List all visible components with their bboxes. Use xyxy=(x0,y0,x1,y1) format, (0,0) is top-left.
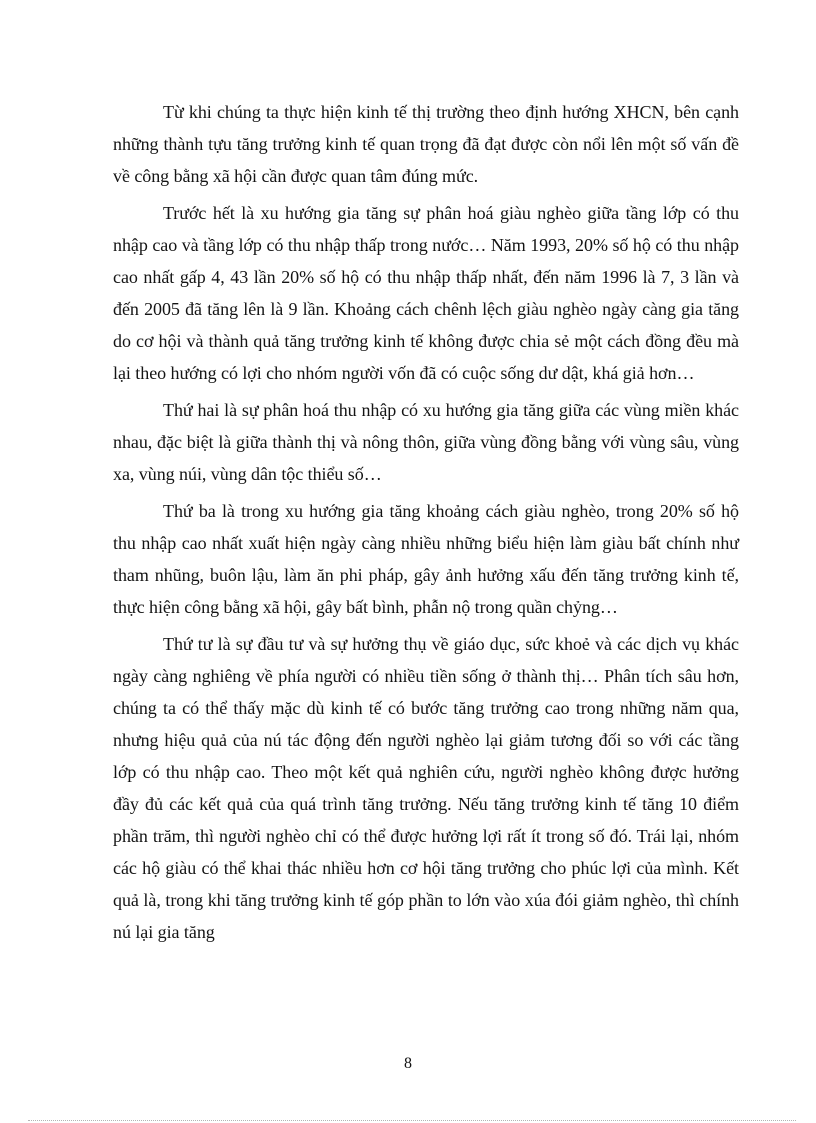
paragraph-4: Thứ ba là trong xu hướng gia tăng khoảng cách giàu nghèo, trong 20% số hộ thu nhập cao nhất xuất hiện ngày càng nhiều những biểu hiện làm giàu bất chính như tham nhũng, buôn lậu, làm ăn phi pháp, gây ảnh hưởng xấu đến tăng trưởng kinh tế, thực hiện công bằng xã hội, gây bất bình, phẫn nộ trong quần chỷng… xyxy=(113,501,739,617)
page-body xyxy=(113,96,739,953)
paragraph-3: Thứ hai là sự phân hoá thu nhập có xu hướng gia tăng giữa các vùng miền khác nhau, đặc biệt là giữa thành thị và nông thôn, giữa vùng đồng bằng với vùng sâu, vùng xa, vùng núi, vùng dân tộc thiểu số… xyxy=(113,400,739,484)
page-bottom-divider xyxy=(28,1120,796,1121)
page-number: 8 xyxy=(404,1055,412,1072)
paragraph-1: Từ khi chúng ta thực hiện kinh tế thị trường theo định hướng XHCN, bên cạnh những thành tựu tăng trưởng kinh tế quan trọng đã đạt được còn nổi lên một số vấn đề về công bằng xã hội cần được quan tâm đúng mức. xyxy=(113,102,739,186)
paragraph-5: Thứ tư là sự đầu tư và sự hưởng thụ về giáo dục, sức khoẻ và các dịch vụ khác ngày càng nghiêng về phía người có nhiều tiền sống ở thành thị… Phân tích sâu hơn, chúng ta có thể thấy mặc dù kinh tế có bước tăng trưởng cao trong những năm qua, nhưng hiệu quả của nú tác động đến người nghèo lại giảm tương đối so với các tầng lớp có thu nhập cao. Theo một kết quả nghiên cứu, người nghèo không được hưởng đầy đủ các kết quả của quá trình tăng trưởng. Nếu tăng trưởng kinh tế tăng 10 điểm phần trăm, thì người nghèo chỉ có thể được hưởng lợi rất ít trong số đó. Trái lại, nhóm các hộ giàu có thể khai thác nhiều hơn cơ hội tăng trưởng cho phúc lợi của mình. Kết quả là, trong khi tăng trưởng kinh tế góp phần to lớn vào xúa đói giảm nghèo, thì chính nú lại gia tăng xyxy=(113,634,739,942)
paragraph-2: Trước hết là xu hướng gia tăng sự phân hoá giàu nghèo giữa tầng lớp có thu nhập cao và tầng lớp có thu nhập thấp trong nước… Năm 1993, 20% số hộ có thu nhập cao nhất gấp 4, 43 lần 20% số hộ có thu nhập thấp nhất, đến năm 1996 là 7, 3 lần và đến 2005 đã tăng lên là 9 lần. Khoảng cách chênh lệch giàu nghèo ngày càng gia tăng do cơ hội và thành quả tăng trưởng kinh tế không được chia sẻ một cách đồng đều mà lại theo hướng có lợi cho nhóm người vốn đã có cuộc sống dư dật, khá giả hơn… xyxy=(113,203,739,383)
